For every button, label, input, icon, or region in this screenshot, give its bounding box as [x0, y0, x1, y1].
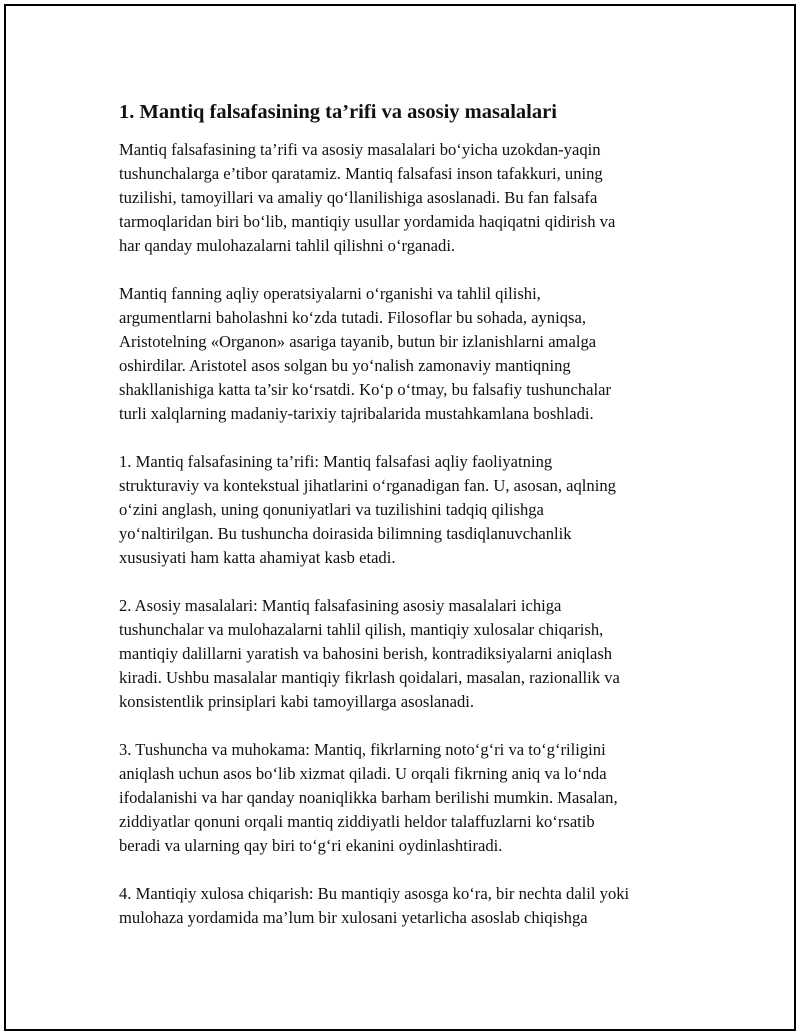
text-line: turli xalqlarning madaniy-tarixiy tajribalarida mustahkamlana boshladi.	[119, 404, 594, 423]
text-line: argumentlarni baholashni ko‘zda tutadi. Filosoflar bu sohada, ayniqsa,	[119, 308, 586, 327]
text-line: konsistentlik prinsiplari kabi tamoyillarga asoslanadi.	[119, 692, 475, 711]
text-line: 4. Mantiqiy xulosa chiqarish: Bu mantiqiy asosga ko‘ra, bir nechta dalil yoki	[119, 884, 630, 903]
paragraph-main-issues	[119, 594, 699, 714]
text-line: shakllanishiga katta ta’sir ko‘rsatdi. Ko‘p o‘tmay, bu falsafiy tushunchalar	[119, 380, 611, 399]
text-line: har qanday mulohazalarni tahlil qilishni o‘rganadi.	[119, 236, 456, 255]
text-line: 2. Asosiy masalalari: Mantiq falsafasining asosiy masalalari ichiga	[119, 596, 562, 615]
document-title: 1. Mantiq falsafasining ta’rifi va asosiy masalalari	[119, 101, 557, 123]
text-line: Mantiq falsafasining ta’rifi va asosiy masalalari bo‘yicha uzokdan-yaqin	[119, 140, 601, 159]
paragraph-intro	[119, 138, 699, 258]
text-line: xususiyati ham katta ahamiyat kasb etadi.	[119, 548, 396, 567]
page-frame	[4, 4, 796, 1031]
paragraph-aristotle	[119, 282, 699, 426]
text-line: ziddiyatlar qonuni orqali mantiq ziddiyatli heldor talaffuzlarni ko‘rsatib	[119, 812, 595, 831]
text-line: 3. Tushuncha va muhokama: Mantiq, fikrlarning noto‘g‘ri va to‘g‘riligini	[119, 740, 606, 759]
text-line: oshirdilar. Aristotel asos solgan bu yo‘nalish zamonaviy mantiqning	[119, 356, 571, 375]
text-line: mantiqiy dalillarni yaratish va bahosini berish, kontradiksiyalarni aniqlash	[119, 644, 613, 663]
text-line: Mantiq fanning aqliy operatsiyalarni o‘rganishi va tahlil qilishi,	[119, 284, 541, 303]
text-line: tarmoqlaridan biri bo‘lib, mantiqiy usullar yordamida haqiqatni qidirish va	[119, 212, 616, 231]
text-line: ifodalanishi va har qanday noaniqlikka barham berilishi mumkin. Masalan,	[119, 788, 618, 807]
document-body	[119, 98, 699, 954]
text-line: beradi va ularning qay biri to‘g‘ri ekanini oydinlashtiradi.	[119, 836, 503, 855]
text-line: mulohaza yordamida ma’lum bir xulosani yetarlicha asoslab chiqishga	[119, 908, 588, 927]
text-line: strukturaviy va kontekstual jihatlarini o‘rganadigan fan. U, asosan, aqlning	[119, 476, 616, 495]
text-line: tushunchalarga e’tibor qaratamiz. Mantiq falsafasi inson tafakkuri, uning	[119, 164, 603, 183]
text-line: Aristotelning «Organon» asariga tayanib, butun bir izlanishlarni amalga	[119, 332, 597, 351]
text-line: tushunchalar va mulohazalarni tahlil qilish, mantiqiy xulosalar chiqarish,	[119, 620, 604, 639]
paragraph-definition	[119, 450, 699, 570]
text-line: o‘zini anglash, uning qonuniyatlari va tuzilishini tadqiq qilishga	[119, 500, 544, 519]
text-line: tuzilishi, tamoyillari va amaliy qo‘llanilishiga asoslanadi. Bu fan falsafa	[119, 188, 598, 207]
text-line: yo‘naltirilgan. Bu tushuncha doirasida bilimning tasdiqlanuvchanlik	[119, 524, 572, 543]
paragraph-conclusion	[119, 882, 699, 930]
text-line: kiradi. Ushbu masalalar mantiqiy fikrlash qoidalari, masalan, razionallik va	[119, 668, 620, 687]
paragraph-concept-discussion	[119, 738, 699, 858]
text-line: 1. Mantiq falsafasining ta’rifi: Mantiq falsafasi aqliy faoliyatning	[119, 452, 553, 471]
text-line: aniqlash uchun asos bo‘lib xizmat qiladi. U orqali fikrning aniq va lo‘nda	[119, 764, 607, 783]
